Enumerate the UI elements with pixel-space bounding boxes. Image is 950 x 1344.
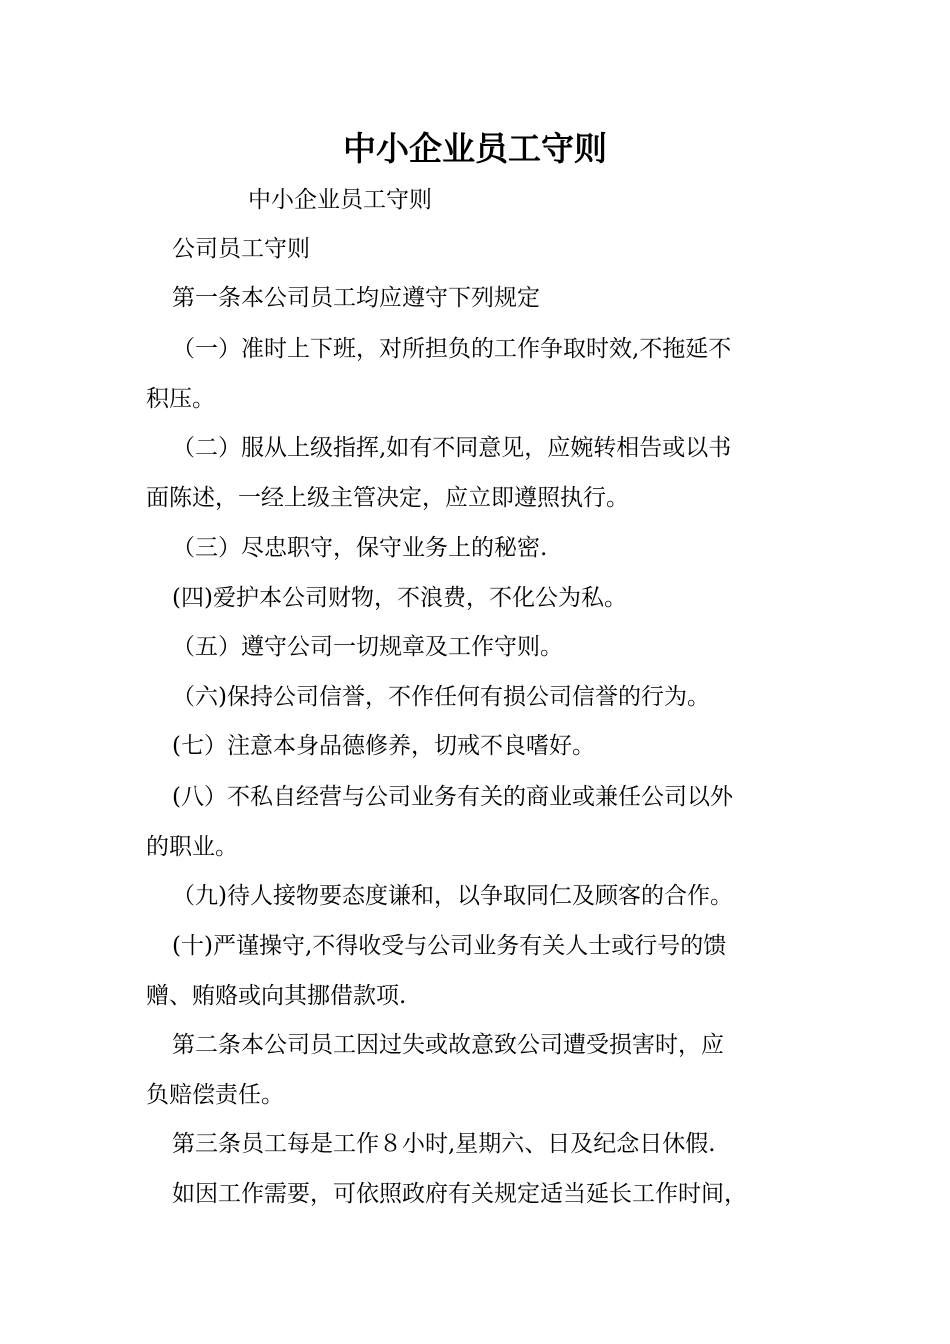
text-line: (八）不私自经营与公司业务有关的商业或兼任公司以外: [172, 784, 733, 810]
document-title: 中小企业员工守则: [343, 129, 607, 168]
text-line: （九)待人接物要态度谦和，以争取同仁及顾客的合作。: [172, 883, 733, 909]
text-line: 的职业。: [146, 834, 238, 860]
text-line: (七）注意本身品德修养，切戒不良嗜好。: [172, 733, 595, 759]
text-line: （一）准时上下班，对所担负的工作争取时效,不拖延不: [172, 336, 732, 362]
text-line: （五）遵守公司一切规章及工作守则。: [172, 634, 563, 660]
text-line: 面陈述，一经上级主管决定，应立即遵照执行。: [146, 485, 629, 511]
text-line: (四)爱护本公司财物，不浪费，不化公为私。: [172, 585, 627, 611]
text-line: 公司员工守则: [172, 236, 310, 262]
text-line: 积压。: [146, 386, 215, 412]
text-line: 如因工作需要，可依照政府有关规定适当延长工作时间，: [172, 1181, 747, 1207]
document-subtitle: 中小企业员工守则: [248, 187, 432, 213]
text-line: 第二条本公司员工因过失或故意致公司遭受损害时，应: [172, 1032, 724, 1058]
text-line: 负赔偿责任。: [146, 1082, 284, 1108]
text-line: 第一条本公司员工均应遵守下列规定: [172, 285, 540, 311]
text-line: 赠、贿赂或向其挪借款项.: [146, 983, 407, 1009]
text-line: （六)保持公司信誉，不作任何有损公司信誉的行为。: [172, 684, 710, 710]
text-line: (十)严谨操守,不得收受与公司业务有关人士或行号的馈: [172, 933, 727, 959]
text-line: （二）服从上级指挥,如有不同意见，应婉转相告或以书: [172, 435, 732, 461]
text-line: 第三条员工每是工作８小时,星期六、日及纪念日休假.: [172, 1131, 716, 1157]
text-line: （三）尽忠职守，保守业务上的秘密.: [172, 535, 548, 561]
